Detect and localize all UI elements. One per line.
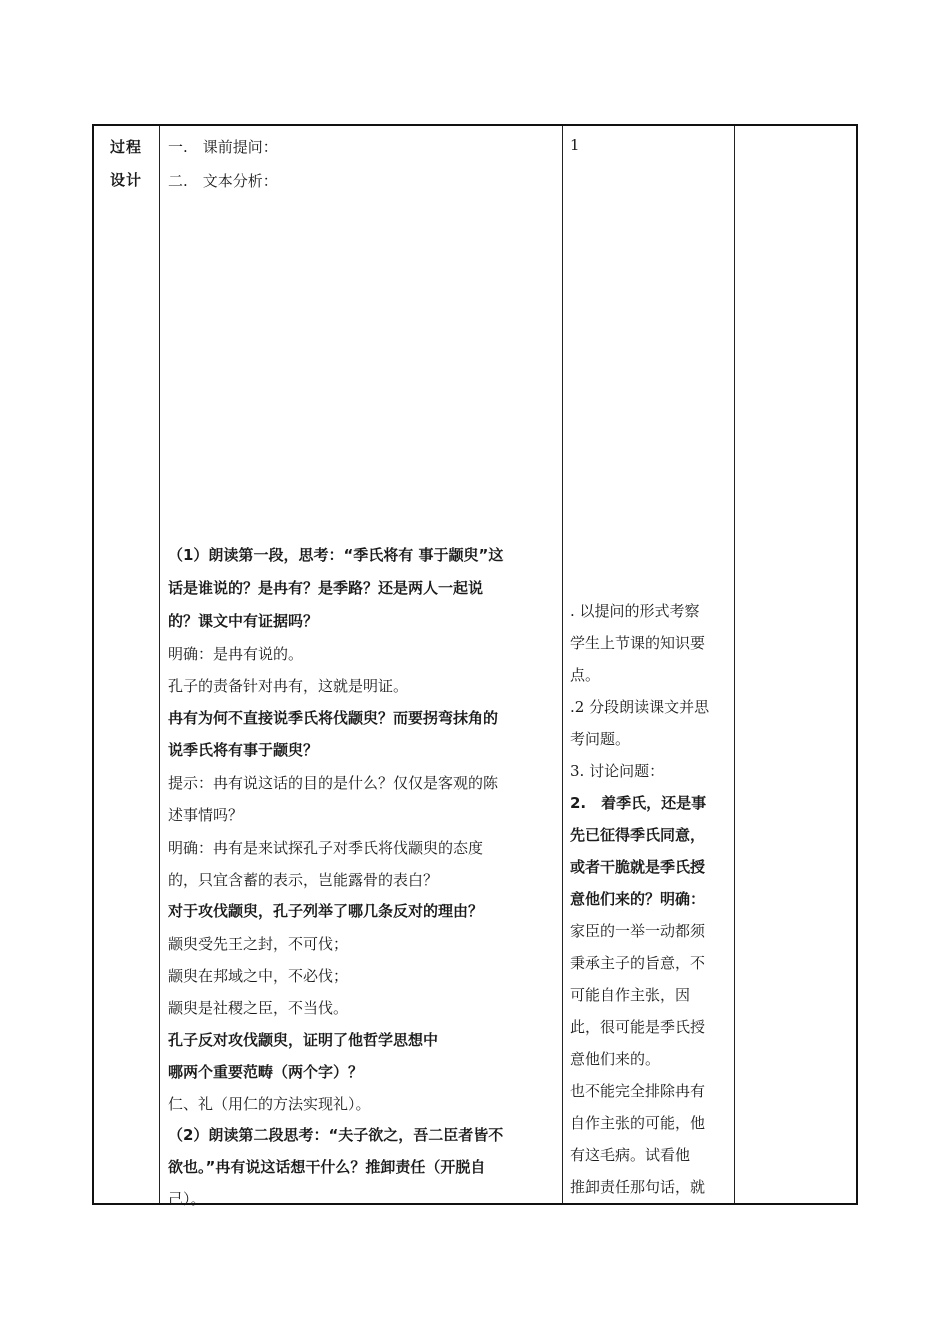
content-line: 明确：冉有是来试探孔子对季氏将伐颛臾的态度 xyxy=(168,839,484,857)
intent-line: 也不能完全排除冉有 xyxy=(570,1082,706,1100)
notes-column xyxy=(735,126,856,1203)
intent-line: 2. 着季氏，还是事 xyxy=(570,794,707,812)
content-line: 明确：是冉有说的。 xyxy=(168,645,304,663)
intent-line: 此，很可能是季氏授 xyxy=(570,1018,706,1036)
intent-line: 可能自作主张，因 xyxy=(570,986,691,1004)
content-line: 冉有为何不直接说季氏将伐颛臾？而要拐弯抹角的 xyxy=(168,709,499,727)
content-line: 提示：冉有说这话的目的是什么？仅仅是客观的陈 xyxy=(168,774,499,792)
intent-line: 先已征得季氏同意， xyxy=(570,826,706,844)
content-line: 的，只宜含蓄的表示，岂能露骨的表白？ xyxy=(168,871,439,889)
content-line: 话是谁说的？是冉有？是季路？还是两人一起说 xyxy=(168,579,484,597)
intent-line: 推卸责任那句话，就 xyxy=(570,1178,706,1196)
intro-line: 一. 课前提问： xyxy=(168,138,278,156)
content-line: 颛臾在邦域之中，不必伐； xyxy=(168,967,349,985)
intent-line: .2 分段朗读课文并思 xyxy=(570,698,710,716)
content-line: 仁、礼（用仁的方法实现礼）。 xyxy=(168,1095,371,1113)
intent-line: 有这毛病。试看他 xyxy=(570,1146,691,1164)
intent-line: 家臣的一举一动都须 xyxy=(570,922,706,940)
content-line: 哪两个重要范畴（两个字）？ xyxy=(168,1063,364,1081)
intent-line: 自作主张的可能，他 xyxy=(570,1114,706,1132)
intent-line: 或者干脆就是季氏授 xyxy=(570,858,706,876)
content-line: 颛臾是社稷之臣，不当伐。 xyxy=(168,999,349,1017)
lesson-table xyxy=(92,124,858,1208)
teaching-content-column xyxy=(160,126,563,1208)
intent-line: 考问题。 xyxy=(570,730,631,748)
intent-line: 点。 xyxy=(570,666,601,684)
content-line: 孔子的责备针对冉有，这就是明证。 xyxy=(168,677,409,695)
content-line: （1）朗读第一段，思考：“季氏将有 事于颛臾”这 xyxy=(168,546,504,564)
intent-number: 1 xyxy=(570,136,580,154)
section-label-column xyxy=(94,126,160,1203)
content-line: 对于攻伐颛臾，孔子列举了哪几条反对的理由？ xyxy=(168,902,484,920)
content-line: 述事情吗？ xyxy=(168,806,244,824)
intro-line: 二. 文本分析： xyxy=(168,172,278,190)
section-label-line-1: 过程 xyxy=(110,138,143,156)
content-line: （2）朗读第二段思考：“夫子欲之，吾二臣者皆不 xyxy=(168,1126,504,1144)
intent-line: 意他们来的。 xyxy=(570,1050,661,1068)
intent-line: 意他们来的？明确： xyxy=(570,890,706,908)
content-line: 说季氏将有事于颛臾？ xyxy=(168,741,319,759)
content-line: 孔子反对攻伐颛臾，证明了他哲学思想中 xyxy=(168,1031,439,1049)
design-intent-column xyxy=(563,126,735,1203)
content-line: 颛臾受先王之封，不可伐； xyxy=(168,935,349,953)
content-line: 欲也。”冉有说这话想干什么？推卸责任（开脱自 xyxy=(168,1158,486,1176)
intent-line: 学生上节课的知识要 xyxy=(570,634,706,652)
content-line: 己）。 xyxy=(168,1190,206,1208)
content-line: 的？课文中有证据吗？ xyxy=(168,612,319,630)
section-label-line-2: 设计 xyxy=(110,171,143,189)
intent-line: . 以提问的形式考察 xyxy=(570,602,700,620)
intent-line: 3. 讨论问题： xyxy=(570,762,665,780)
intent-line: 秉承主子的旨意，不 xyxy=(570,954,706,972)
